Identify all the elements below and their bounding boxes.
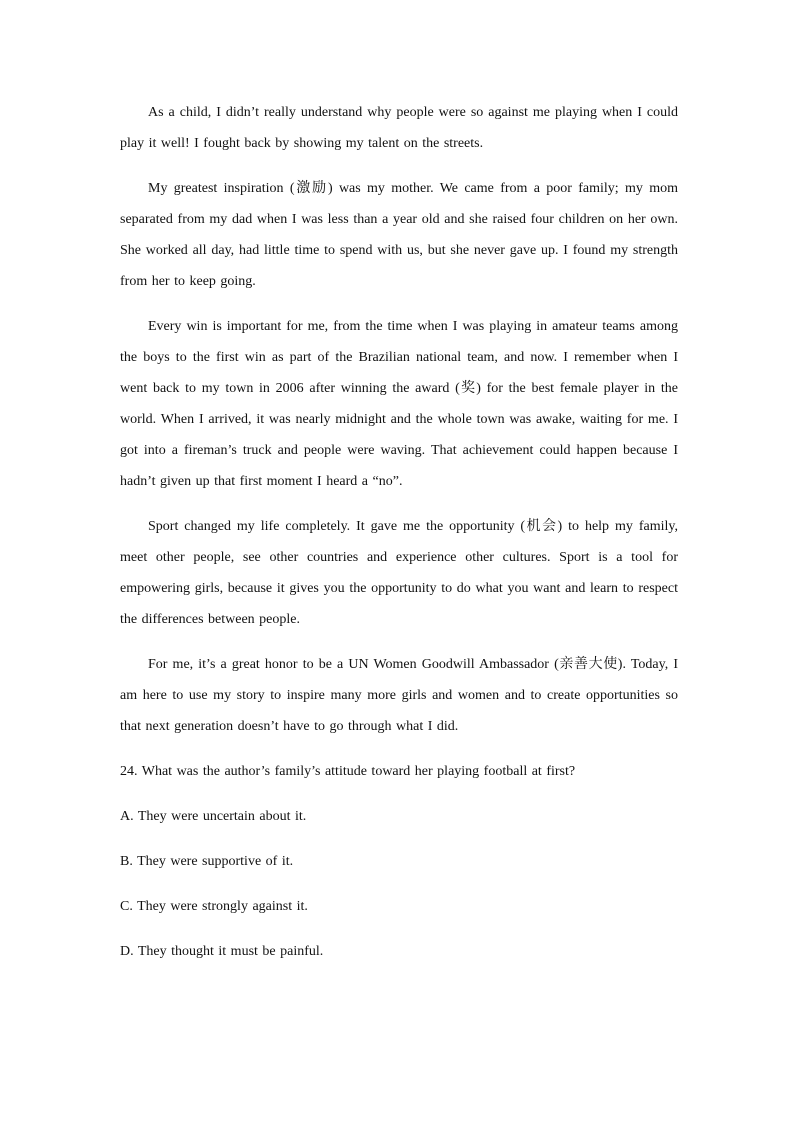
passage-paragraph-5: For me, it’s a great honor to be a UN Women Goodwill Ambassador (亲善大使). Today, I am here to use my story to inspire many more girls and women and to create opportunities so that next generation doesn’t have to go through what I did.	[120, 657, 678, 734]
passage-paragraph-3: Every win is important for me, from the time when I was playing in amateur teams among the boys to the first win as part of the Brazilian national team, and now. I remember when I went back to my town in 2006 after winning the award (奖) for the best female player in the world. When I arrived, it was nearly midnight and the whole town was awake, waiting for me. I got into a fireman’s truck and people were waving. That achievement could happen because I hadn’t given up that first moment I heard a “no”.	[120, 319, 678, 489]
option-c: C. They were strongly against it.	[120, 899, 308, 914]
option-a: A. They were uncertain about it.	[120, 809, 307, 824]
passage-paragraph-4: Sport changed my life completely. It gave me the opportunity (机会) to help my family, meet other people, see other countries and experience other cultures. Sport is a tool for empowering girls, because it gives you the opportunity to do what you want and learn to respect the differences between people.	[120, 519, 678, 627]
option-d: D. They thought it must be painful.	[120, 944, 324, 959]
option-b: B. They were supportive of it.	[120, 854, 294, 869]
passage-paragraph-2: My greatest inspiration (激励) was my mother. We came from a poor family; my mom separated from my dad when I was less than a year old and she raised four children on her own. She worked all day, had little time to spend with us, but she never gave up. I found my strength from her to keep going.	[120, 181, 678, 289]
document-page	[120, 97, 678, 981]
question-24: 24. What was the author’s family’s attitude toward her playing football at first?	[120, 764, 576, 779]
passage-paragraph-1: As a child, I didn’t really understand why people were so against me playing when I could play it well! I fought back by showing my talent on the streets.	[120, 105, 678, 151]
